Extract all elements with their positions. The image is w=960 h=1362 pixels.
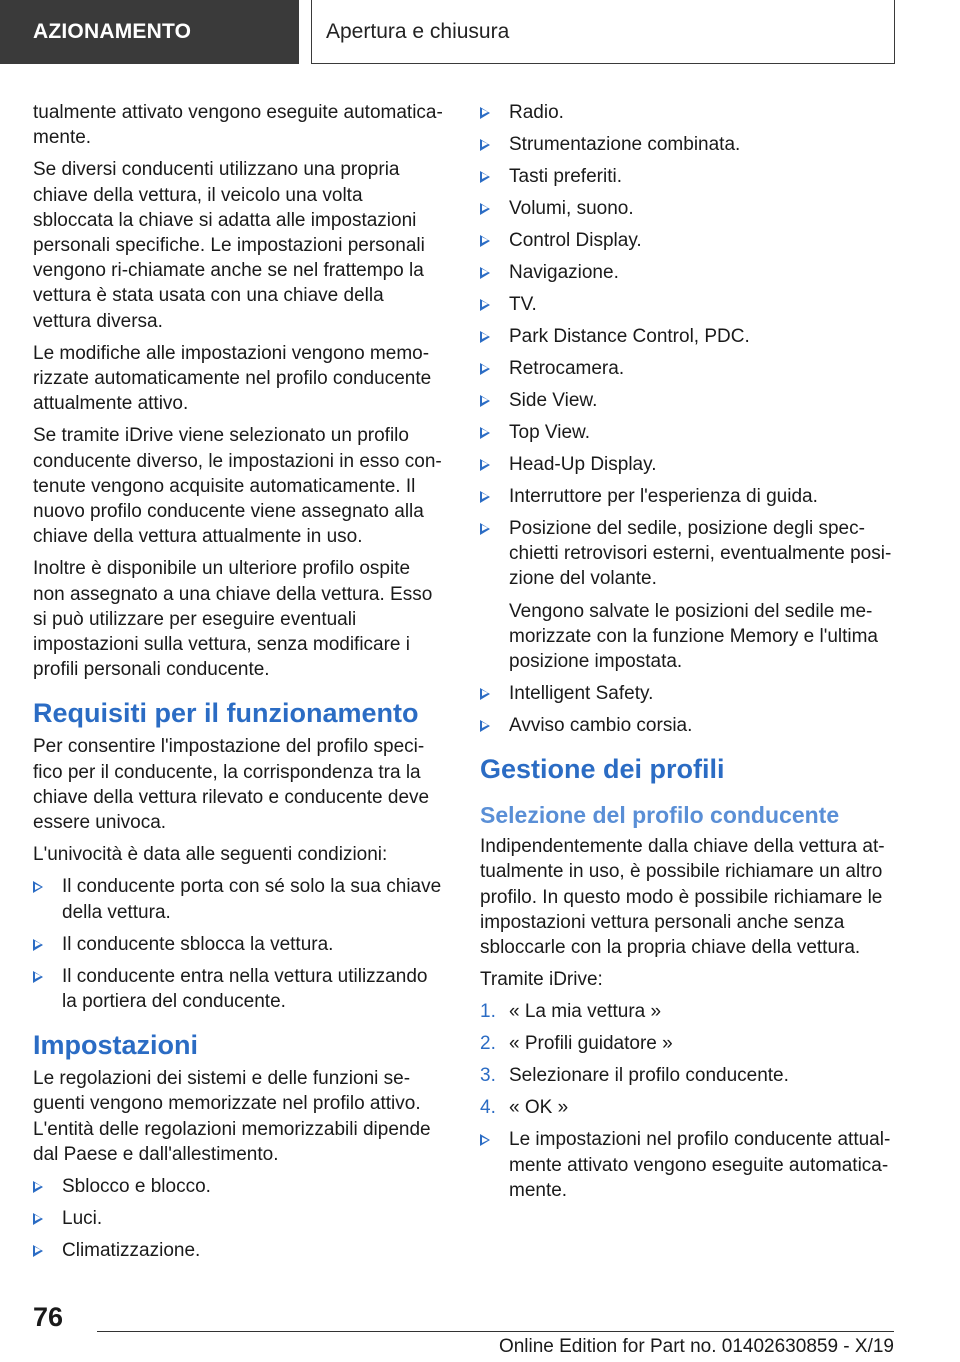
list-item: Avviso cambio corsia.: [480, 713, 896, 738]
footer-divider: [97, 1331, 894, 1332]
step-item: 1. « La mia vettura »: [480, 999, 896, 1024]
heading-gestione: Gestione dei profili: [480, 754, 725, 785]
conditions-list: [33, 874, 447, 1014]
list-item: Posizione del sedile, posizione degli spec-chietti retrovisori esterni, eventualmente posi-zione del volante. Vengono salvate le posizioni del sedile me-morizzate con la funzione Memory e l'ultima posizione impostata.: [480, 516, 896, 674]
list-item: Tasti preferiti.: [480, 164, 896, 189]
settings-list: [33, 1174, 447, 1263]
list-item: Strumentazione combinata.: [480, 132, 896, 157]
paragraph: tualmente attivato vengono eseguite automatica-mente.: [33, 102, 443, 149]
list-item: Sblocco e blocco.: [33, 1174, 447, 1199]
list-item: Control Display.: [480, 228, 896, 253]
step-number: 1.: [480, 1001, 496, 1023]
heading-impostazioni: Impostazioni: [33, 1030, 199, 1061]
steps-list: [480, 999, 896, 1120]
heading-requisiti: Requisiti per il funzionamento: [33, 698, 419, 729]
triangle-bullet-icon: [480, 395, 490, 407]
paragraph: Inoltre è disponibile un ulteriore profilo ospite non assegnato a una chiave della vettura. Esso si può utilizzare per eseguire eventuali impostazioni sulla vettura, senza modificare i profili personali conducente.: [33, 558, 433, 681]
chapter-title: Apertura e chiusura: [311, 0, 895, 64]
list-item: Head-Up Display.: [480, 452, 896, 477]
seat-memory-note: Vengono salvate le posizioni del sedile me-morizzate con la funzione Memory e l'ultima posizione impostata.: [509, 600, 878, 673]
left-column: [33, 100, 447, 1270]
list-item: Navigazione.: [480, 260, 896, 285]
list-item: Climatizzazione.: [33, 1238, 447, 1263]
page-header: [0, 0, 960, 66]
triangle-bullet-icon: [480, 1134, 490, 1146]
list-item: Park Distance Control, PDC.: [480, 324, 896, 349]
step-number: 4.: [480, 1097, 496, 1119]
triangle-bullet-icon: [480, 459, 490, 471]
list-item: Intelligent Safety.: [480, 681, 896, 706]
list-item: Volumi, suono.: [480, 196, 896, 221]
triangle-bullet-icon: [33, 971, 43, 983]
edition-note: Online Edition for Part no. 01402630859 - X/19: [498, 1336, 894, 1357]
step-item: 2. « Profili guidatore »: [480, 1031, 896, 1056]
triangle-bullet-icon: [33, 939, 43, 951]
list-item: Top View.: [480, 420, 896, 445]
heading-selezione: Selezione del profilo conducente: [480, 802, 840, 829]
triangle-bullet-icon: [480, 491, 490, 503]
triangle-bullet-icon: [480, 171, 490, 183]
list-item: Il conducente entra nella vettura utilizzando la portiera del conducente.: [33, 964, 447, 1014]
paragraph: Le regolazioni dei sistemi e delle funzioni se-guenti vengono memorizzate nel profilo attivo. L'entità delle regolazioni memorizzabili dipende dal Paese e dall'allestimento.: [33, 1068, 431, 1165]
triangle-bullet-icon: [33, 1181, 43, 1193]
right-column: [480, 100, 896, 1210]
triangle-bullet-icon: [480, 139, 490, 151]
triangle-bullet-icon: [480, 299, 490, 311]
triangle-bullet-icon: [33, 1245, 43, 1257]
list-item: Side View.: [480, 388, 896, 413]
triangle-bullet-icon: [480, 720, 490, 732]
triangle-bullet-icon: [480, 688, 490, 700]
list-item: Retrocamera.: [480, 356, 896, 381]
triangle-bullet-icon: [480, 427, 490, 439]
paragraph: L'univocità è data alle seguenti condizioni:: [33, 844, 388, 866]
paragraph: Per consentire l'impostazione del profilo speci-fico per il conducente, la corrispondenza tra la chiave della vettura rilevato e conducente deve essere univoca.: [33, 736, 430, 834]
triangle-bullet-icon: [480, 267, 490, 279]
paragraph: Indipendentemente dalla chiave della vettura at-tualmente in uso, è possibile richiamare un altro profilo. In questo modo è possibile richiamare le impostazioni vettura personali anche senza sbloccarle con la propria chiave della vettura.: [480, 836, 885, 959]
paragraph: Se tramite iDrive viene selezionato un profilo conducente diverso, le impostazioni in esso con-tenute vengono acquisite automaticamente. Il nuovo profilo conducente viene assegnato alla chiave della vettura attualmente in uso.: [33, 425, 442, 548]
list-item: Interruttore per l'esperienza di guida.: [480, 484, 896, 509]
step-item: 3. Selezionare il profilo conducente.: [480, 1063, 896, 1088]
triangle-bullet-icon: [33, 1213, 43, 1225]
triangle-bullet-icon: [480, 523, 490, 535]
triangle-bullet-icon: [480, 331, 490, 343]
list-item: Il conducente sblocca la vettura.: [33, 932, 447, 957]
step-number: 3.: [480, 1065, 496, 1087]
paragraph: Tramite iDrive:: [480, 969, 603, 991]
section-title: AZIONAMENTO: [0, 0, 299, 64]
step-item: 4. « OK »: [480, 1095, 896, 1120]
list-item: Le impostazioni nel profilo conducente attual-mente attivato vengono eseguite automatica-mente.: [480, 1127, 896, 1203]
page-number: 76: [33, 1302, 64, 1332]
list-item: Il conducente porta con sé solo la sua chiave della vettura.: [33, 874, 447, 924]
triangle-bullet-icon: [480, 363, 490, 375]
list-item: TV.: [480, 292, 896, 317]
triangle-bullet-icon: [33, 881, 43, 893]
triangle-bullet-icon: [480, 107, 490, 119]
paragraph: Se diversi conducenti utilizzano una propria chiave della vettura, il veicolo una volta sbloccata la chiave si adatta alle impostazioni personali specifiche. Le impostazioni personali vengono ri-chiamate anche se nel frattempo la vettura è stata usata con una chiave della vettura diversa.: [33, 159, 425, 332]
list-item: Luci.: [33, 1206, 447, 1231]
step-number: 2.: [480, 1033, 496, 1055]
settings-list-continued: [480, 100, 896, 738]
list-item: Radio.: [480, 100, 896, 125]
final-note-list: [480, 1127, 896, 1203]
triangle-bullet-icon: [480, 235, 490, 247]
paragraph: Le modifiche alle impostazioni vengono memo-rizzate automaticamente nel profilo conducente attualmente attivo.: [33, 342, 432, 415]
triangle-bullet-icon: [480, 203, 490, 215]
